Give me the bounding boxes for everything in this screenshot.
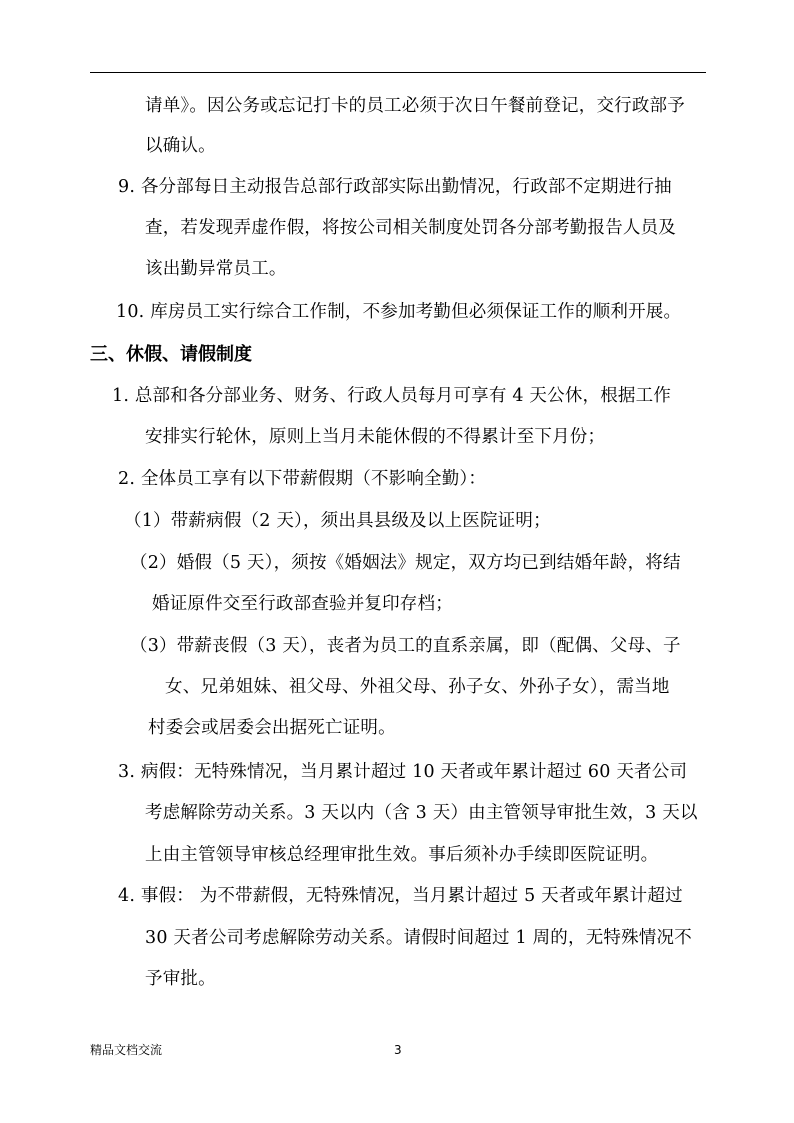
text-line: 请单》。因公务或忘记打卡的员工必须于次日午餐前登记，交行政部予 [145, 96, 685, 116]
text-line: 考虑解除劳动关系。3 天以内（含 3 天）由主管领导审批生效，3 天以 [145, 803, 698, 823]
list-item-2: 2. 全体员工享有以下带薪假期（不影响全勤）： [118, 469, 487, 489]
text-line: 村委会或居委会出据死亡证明。 [148, 718, 396, 738]
sub-item-2: （2）婚假（5 天），须按《婚姻法》规定，双方均已到结婚年龄，将结 [130, 553, 681, 573]
text-line: 30 天者公司考虑解除劳动关系。请假时间超过 1 周的，无特殊情况不 [145, 928, 692, 948]
text-line: 查，若发现弄虚作假，将按公司相关制度处罚各分部考勤报告人员及 [145, 218, 676, 238]
list-item-4: 4. 事假： 为不带薪假，无特殊情况，当月累计超过 5 天者或年累计超过 [118, 886, 683, 906]
text-line: 予审批。 [145, 969, 216, 989]
footer-label: 精品文档交流 [90, 1043, 163, 1057]
list-item-1: 1. 总部和各分部业务、财务、行政人员每月可享有 4 天公休，根据工作 [112, 386, 672, 406]
text-line: 婚证原件交至行政部查验并复印存档； [152, 594, 453, 614]
text-line: 以确认。 [145, 136, 216, 156]
list-item-10: 10. 库房员工实行综合工作制，不参加考勤但必须保证工作的顺利开展。 [116, 302, 682, 322]
text-line: 女、兄弟姐妹、祖父母、外祖父母、孙子女、外孙子女），需当地 [165, 677, 670, 697]
text-line: 安排实行轮休，原则上当月未能休假的不得累计至下月份； [145, 427, 606, 447]
page-number: 3 [394, 1043, 402, 1057]
sub-item-1: （1）带薪病假（2 天），须出具县级及以上医院证明； [124, 511, 551, 531]
list-item-3: 3. 病假：无特殊情况，当月累计超过 10 天者或年累计超过 60 天者公司 [118, 762, 688, 782]
sub-item-3: （3）带薪丧假（3 天），丧者为员工的直系亲属，即（配偶、父母、子 [130, 636, 681, 656]
text-line: 上由主管领导审核总经理审批生效。事后须补办手续即医院证明。 [145, 845, 659, 865]
header-rule [90, 72, 706, 73]
text-line: 该出勤异常员工。 [145, 259, 287, 279]
section-heading: 三、休假、请假制度 [90, 344, 252, 365]
list-item-9: 9. 各分部每日主动报告总部行政部实际出勤情况，行政部不定期进行抽 [118, 177, 672, 197]
